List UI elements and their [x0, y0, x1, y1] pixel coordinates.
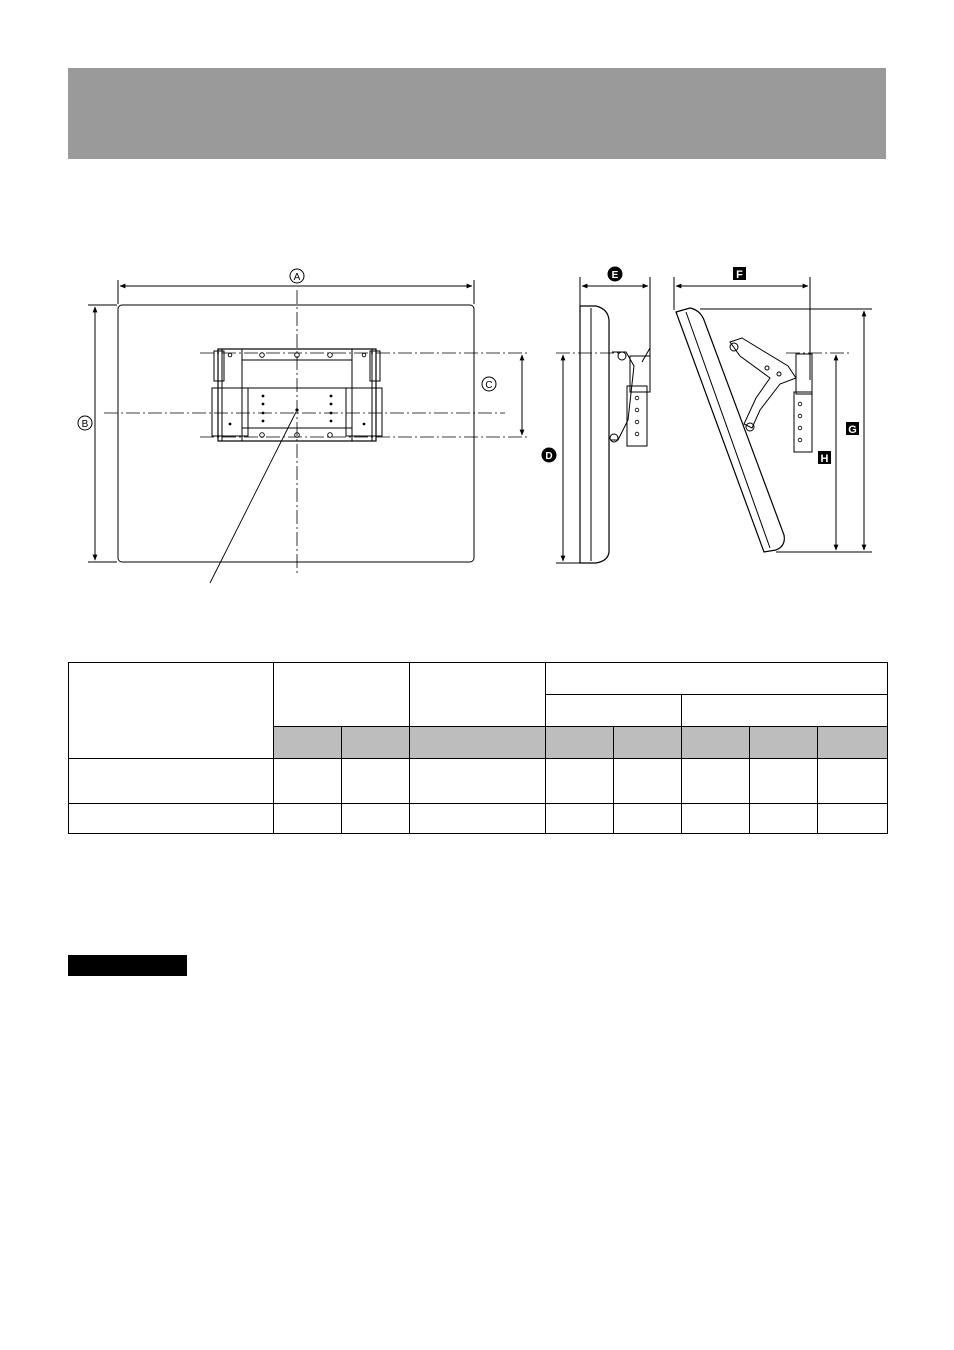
table-cell — [546, 804, 614, 834]
callout-a-label: A — [293, 272, 301, 283]
table-col-c-cell — [410, 727, 546, 759]
table-cell — [750, 759, 818, 804]
tilted-view — [674, 277, 872, 552]
table-cell — [750, 804, 818, 834]
table-cell — [682, 759, 750, 804]
table-row — [69, 759, 888, 804]
table-header-installation-cell — [546, 663, 888, 695]
table-col-f-cell — [682, 727, 750, 759]
table-col-a-cell — [274, 727, 342, 759]
callout-d-label: D — [545, 451, 553, 462]
wall-mount-dimension-diagram — [0, 0, 954, 640]
dimension-spec-table — [68, 662, 888, 834]
front-view — [88, 280, 528, 583]
table-cell — [818, 804, 888, 834]
table-cell — [69, 804, 274, 834]
callout-h — [818, 451, 831, 465]
callout-g — [846, 422, 859, 436]
table-col-h-cell — [818, 727, 888, 759]
table-col-b-cell — [342, 727, 410, 759]
table-cell — [342, 759, 410, 804]
table-header-display-size-cell — [274, 663, 410, 727]
table-cell — [274, 804, 342, 834]
table-cell — [274, 759, 342, 804]
display-outline-front — [118, 305, 474, 562]
table-header-angle-20-cell — [682, 695, 888, 727]
callout-h-label: H — [820, 453, 829, 465]
mount-bracket-side — [610, 348, 650, 446]
center-leader-line — [210, 412, 296, 583]
callout-e-label: E — [611, 270, 619, 281]
callout-b — [78, 416, 92, 430]
callout-c-label: C — [485, 380, 493, 391]
table-cell — [818, 759, 888, 804]
table-row — [69, 804, 888, 834]
table-cell — [410, 804, 546, 834]
side-view — [556, 277, 650, 563]
table-col-g-cell — [750, 727, 818, 759]
note-heading-bar — [68, 955, 187, 976]
table-cell — [546, 759, 614, 804]
callout-a — [290, 269, 304, 283]
table-cell — [614, 804, 682, 834]
callout-d — [542, 448, 556, 462]
table-header-angle-0-cell — [546, 695, 682, 727]
callout-e — [608, 267, 622, 281]
table-col-e-cell — [614, 727, 682, 759]
table-header-row-1 — [69, 663, 888, 695]
callout-g-label: G — [848, 424, 857, 436]
callout-c — [482, 377, 496, 391]
table-cell — [410, 759, 546, 804]
table-cell — [682, 804, 750, 834]
table-cell — [614, 759, 682, 804]
table-header-center-cell — [410, 663, 546, 727]
callout-b-label: B — [81, 419, 89, 430]
callout-f-label: F — [736, 269, 743, 281]
table-header-model-cell — [69, 663, 274, 759]
table-cell — [342, 804, 410, 834]
callout-f — [733, 267, 746, 281]
table-col-d-cell — [546, 727, 614, 759]
table-cell — [69, 759, 274, 804]
